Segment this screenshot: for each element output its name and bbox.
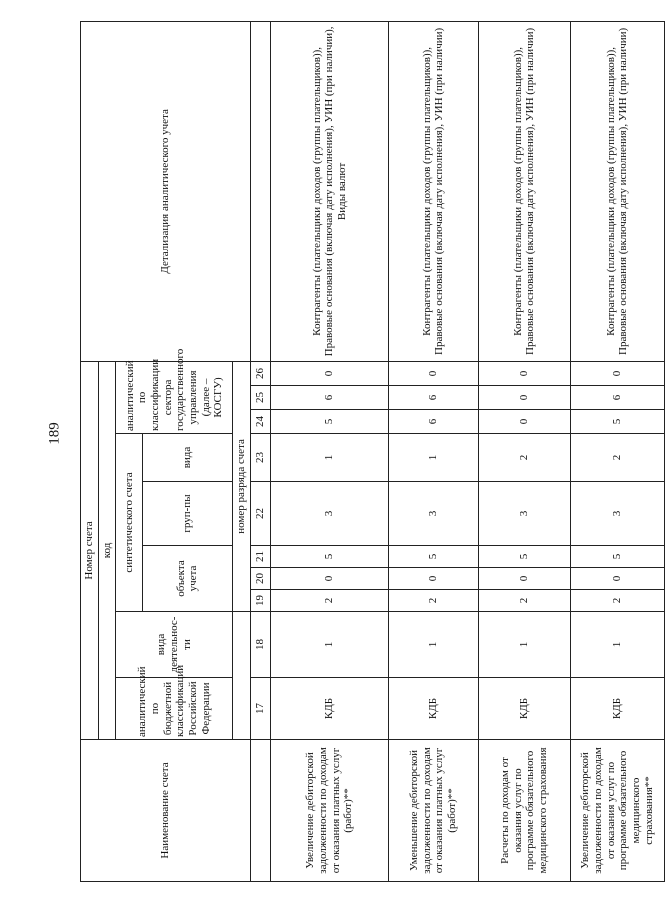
cell: КДБ: [570, 678, 664, 740]
cell: 0: [478, 410, 570, 434]
row-name: Уменьшение дебиторской задолженности по доходам от оказания платных услуг (работ)**: [389, 740, 479, 882]
table-row: [271, 21, 389, 881]
cell: 2: [478, 434, 570, 482]
cell: 2: [570, 434, 664, 482]
digit-cell: 20: [251, 568, 271, 590]
header-budget-class: аналитический по бюджетной классификации Российской Федерации: [116, 678, 233, 740]
header-kosgu: аналитический по классификации сектора государственного управления (далее – КОСГУ): [116, 361, 233, 433]
table-row: [570, 21, 664, 881]
cell: 1: [478, 612, 570, 678]
cell: КДБ: [389, 678, 479, 740]
cell: 0: [478, 386, 570, 410]
digit-cell: 21: [251, 546, 271, 568]
cell: 0: [478, 568, 570, 590]
cell: 1: [271, 612, 389, 678]
cell: КДБ: [478, 678, 570, 740]
header-detail: Детализация аналитического учета: [81, 21, 251, 361]
header-digit-row: номер разряда счета: [233, 361, 251, 611]
cell: 1: [389, 434, 479, 482]
row-name: Увеличение дебиторской задолженности по доходам от оказания платных услуг (работ)**: [271, 740, 389, 882]
cell: 6: [389, 386, 479, 410]
page-number: 189: [46, 422, 63, 445]
digit-cell: 17: [251, 678, 271, 740]
cell: 1: [389, 612, 479, 678]
header-kind: вида: [142, 434, 233, 482]
header-synthetic: синтетического счета: [116, 434, 142, 612]
header-number: Номер счета: [81, 361, 99, 739]
digits-row: [251, 21, 271, 881]
row-detail: Контрагенты (плательщики доходов (группы плательщиков)), Правовые основания (включая дату исполнения), УИН (при наличии): [389, 21, 479, 361]
cell: 2: [389, 590, 479, 612]
accounts-table: [80, 21, 665, 882]
header-code: код: [98, 361, 116, 739]
cell: 6: [271, 386, 389, 410]
cell: 6: [570, 386, 664, 410]
table-row: [389, 21, 479, 881]
cell: 0: [389, 568, 479, 590]
row-name: Увеличение дебиторской задолженности по доходам от оказания услуг по программе обязательного медицинского страхования**: [570, 740, 664, 882]
row-name: Расчеты по доходам от оказания услуг по программе обязательного медицинского страхования: [478, 740, 570, 882]
header-object: объекта учета: [142, 546, 233, 612]
header-groups: груп-пы: [142, 482, 233, 546]
cell: 3: [271, 482, 389, 546]
digit-cell: 23: [251, 434, 271, 482]
cell: 0: [478, 361, 570, 385]
digit-cell: 25: [251, 386, 271, 410]
table-container: [80, 22, 665, 882]
cell: 3: [570, 482, 664, 546]
cell: 0: [271, 568, 389, 590]
header-name: Наименование счета: [81, 740, 251, 882]
cell: 3: [478, 482, 570, 546]
cell: 5: [478, 546, 570, 568]
digit-cell: 24: [251, 410, 271, 434]
cell: 5: [570, 546, 664, 568]
cell: 5: [570, 410, 664, 434]
cell: 2: [478, 590, 570, 612]
cell: 3: [389, 482, 479, 546]
digit-cell: 22: [251, 482, 271, 546]
cell: 0: [570, 361, 664, 385]
cell: 0: [271, 361, 389, 385]
cell: 2: [271, 590, 389, 612]
digit-cell: 18: [251, 612, 271, 678]
cell: 0: [570, 568, 664, 590]
cell: 0: [389, 361, 479, 385]
cell: 1: [570, 612, 664, 678]
cell: 1: [271, 434, 389, 482]
row-detail: Контрагенты (плательщики доходов (группы плательщиков)), Правовые основания (включая дату исполнения), УИН (при наличии): [478, 21, 570, 361]
digit-cell: 26: [251, 361, 271, 385]
header-activity: вида деятельнос-ти: [116, 612, 233, 678]
cell: 6: [389, 410, 479, 434]
cell: 5: [271, 410, 389, 434]
row-detail: Контрагенты (плательщики доходов (группы плательщиков)), Правовые основания (включая дату исполнения), УИН (при наличии): [570, 21, 664, 361]
cell: 2: [570, 590, 664, 612]
cell: КДБ: [271, 678, 389, 740]
table-row: [478, 21, 570, 881]
cell: 5: [271, 546, 389, 568]
digit-cell: 19: [251, 590, 271, 612]
cell: 5: [389, 546, 479, 568]
row-detail: Контрагенты (плательщики доходов (группы плательщиков)), Правовые основания (включая дату исполнения), УИН (при наличии), Виды валют: [271, 21, 389, 361]
